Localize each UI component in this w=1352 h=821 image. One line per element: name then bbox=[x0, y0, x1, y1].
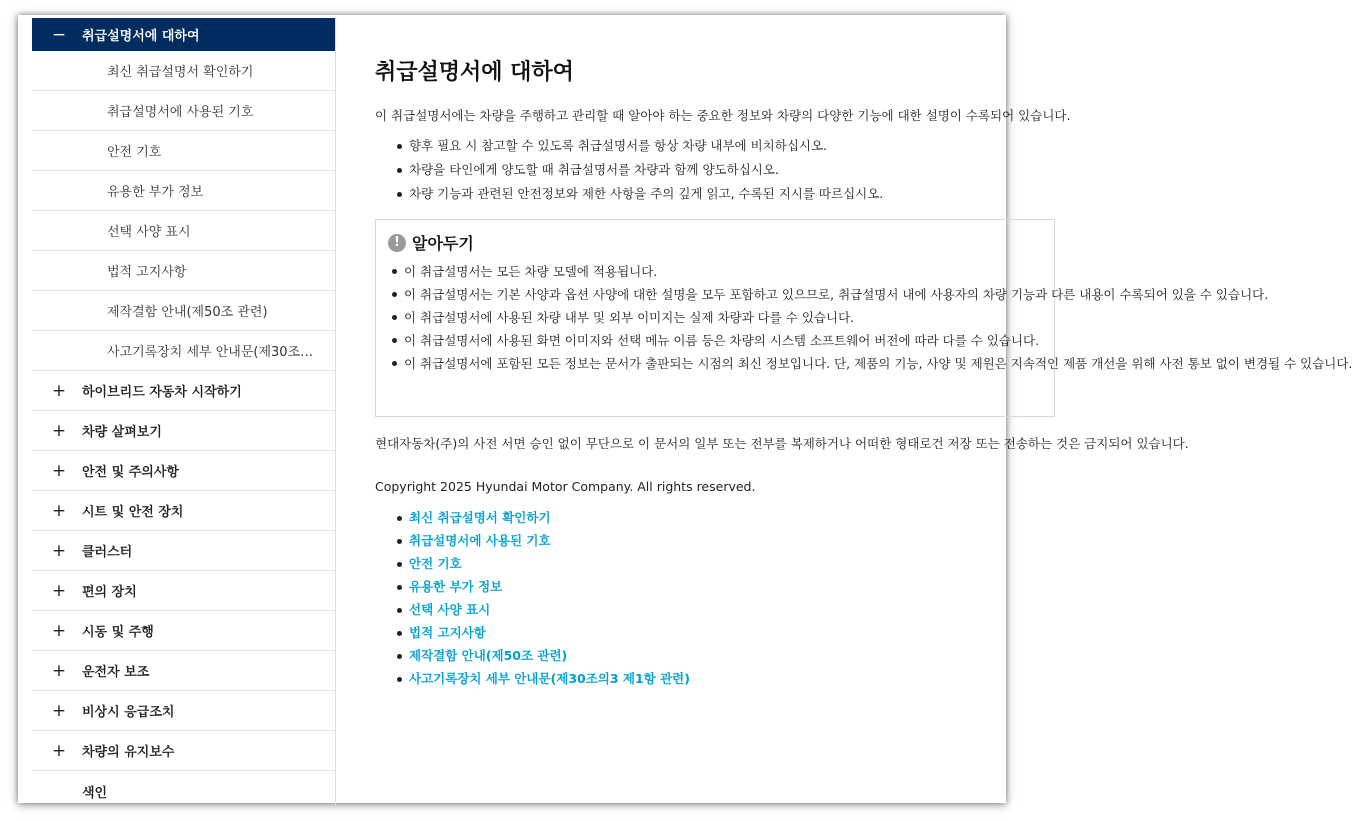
sidebar-section[interactable] bbox=[32, 651, 335, 691]
topic-link[interactable]: 사고기록장치 세부 안내문(제30조의3 제1항 관련) bbox=[409, 671, 690, 686]
expand-icon[interactable]: + bbox=[51, 620, 67, 641]
sidebar-subitem[interactable] bbox=[32, 331, 335, 371]
sidebar-section-label: 클러스터 bbox=[82, 545, 133, 560]
topic-link[interactable]: 제작결함 안내(제50조 관련) bbox=[409, 648, 568, 663]
sidebar-section-label: 운전자 보조 bbox=[82, 665, 150, 680]
sidebar-subitem[interactable] bbox=[32, 211, 335, 251]
legal-text: 현대자동차(주)의 사전 서면 승인 없이 무단으로 이 문서의 일부 또는 전부를 복제하거나 어떠한 형태로건 저장 또는 전송하는 것은 금지되어 있습니다. bbox=[375, 436, 1189, 451]
sidebar-section-label: 차량의 유지보수 bbox=[82, 745, 175, 760]
sidebar-subitem[interactable] bbox=[32, 51, 335, 91]
sidebar-subitem-label: 유용한 부가 정보 bbox=[107, 185, 204, 200]
sidebar-section-label: 시트 및 안전 장치 bbox=[82, 505, 184, 520]
topic-link-item bbox=[389, 578, 690, 601]
sidebar-subitem[interactable] bbox=[32, 91, 335, 131]
sidebar-subitem-label: 법적 고지사항 bbox=[107, 265, 187, 280]
collapse-icon[interactable]: − bbox=[51, 24, 67, 45]
sidebar-item-index[interactable] bbox=[32, 771, 335, 811]
topic-link[interactable]: 취급설명서에 사용된 기호 bbox=[409, 533, 551, 548]
sidebar-section[interactable] bbox=[32, 491, 335, 531]
sidebar-subitem-label: 사고기록장치 세부 안내문(제30조… bbox=[107, 345, 314, 360]
notice-item: 이 취급설명서에 포함된 모든 정보는 문서가 출판되는 시점의 최신 정보입니다. 단, 제품의 기능, 사양 및 제원은 지속적인 제품 개선을 위해 사전 통보 없이 변경될 수 있습니다. bbox=[384, 354, 1352, 373]
expand-icon[interactable]: + bbox=[51, 740, 67, 761]
notice-header bbox=[388, 231, 474, 254]
topic-link-item bbox=[389, 509, 690, 532]
expand-icon[interactable]: + bbox=[51, 580, 67, 601]
topic-link-item bbox=[389, 670, 690, 693]
expand-icon[interactable]: + bbox=[51, 420, 67, 441]
sidebar-section[interactable] bbox=[32, 371, 335, 411]
topic-link-item bbox=[389, 624, 690, 647]
expand-icon[interactable]: + bbox=[51, 500, 67, 521]
sidebar-subitem-label: 제작결함 안내(제50조 관련) bbox=[107, 305, 268, 320]
topic-link[interactable]: 선택 사양 표시 bbox=[409, 602, 491, 617]
sidebar-section-label: 차량 살펴보기 bbox=[82, 425, 162, 440]
guide-item: 차량 기능과 관련된 안전정보와 제한 사항을 주의 깊게 읽고, 수록된 지시를 따르십시오. bbox=[389, 185, 883, 209]
topic-link[interactable]: 법적 고지사항 bbox=[409, 625, 486, 640]
sidebar-section[interactable] bbox=[32, 451, 335, 491]
main-content bbox=[375, 15, 1352, 803]
guide-list bbox=[389, 137, 883, 209]
sidebar-section-label: 하이브리드 자동차 시작하기 bbox=[82, 385, 242, 400]
topic-link-list bbox=[389, 509, 690, 693]
sidebar-section[interactable] bbox=[32, 611, 335, 651]
info-exclamation-icon: ! bbox=[388, 234, 406, 252]
sidebar-item-label: 취급설명서에 대하여 bbox=[82, 29, 200, 44]
topic-link[interactable]: 최신 취급설명서 확인하기 bbox=[409, 510, 551, 525]
copyright-text: Copyright 2025 Hyundai Motor Company. All rights reserved. bbox=[375, 479, 756, 494]
notice-box bbox=[375, 219, 1352, 417]
notice-item: 이 취급설명서에 사용된 화면 이미지와 선택 메뉴 이름 등은 차량의 시스템 소프트웨어 버전에 따라 다를 수 있습니다. bbox=[384, 331, 1352, 350]
intro-text: 이 취급설명서에는 차량을 주행하고 관리할 때 알아야 하는 중요한 정보와 차량의 다양한 기능에 대한 설명이 수록되어 있습니다. bbox=[375, 108, 1071, 123]
expand-icon[interactable]: + bbox=[51, 700, 67, 721]
topic-link[interactable]: 안전 기호 bbox=[409, 556, 462, 571]
sidebar-section[interactable] bbox=[32, 691, 335, 731]
sidebar-section-label: 편의 장치 bbox=[82, 585, 137, 600]
topic-link-item bbox=[389, 532, 690, 555]
sidebar-section[interactable] bbox=[32, 411, 335, 451]
topic-link-item bbox=[389, 601, 690, 624]
sidebar-item-about-manual[interactable] bbox=[32, 18, 335, 51]
notice-title: 알아두기 bbox=[412, 234, 474, 253]
sidebar-nav bbox=[32, 18, 336, 808]
manual-window bbox=[18, 15, 1352, 803]
guide-item: 차량을 타인에게 양도할 때 취급설명서를 차량과 함께 양도하십시오. bbox=[389, 161, 883, 185]
expand-icon[interactable]: + bbox=[51, 660, 67, 681]
notice-item: 이 취급설명서는 모든 차량 모델에 적용됩니다. bbox=[384, 262, 1352, 281]
notice-item: 이 취급설명서에 사용된 차량 내부 및 외부 이미지는 실제 차량과 다를 수 있습니다. bbox=[384, 308, 1352, 327]
expand-icon[interactable]: + bbox=[51, 540, 67, 561]
sidebar-section-label: 시동 및 주행 bbox=[82, 625, 154, 640]
page-title: 취급설명서에 대하여 bbox=[375, 60, 574, 85]
sidebar-section-label: 비상시 응급조치 bbox=[82, 705, 175, 720]
sidebar-section[interactable] bbox=[32, 571, 335, 611]
sidebar-item-label: 색인 bbox=[82, 785, 108, 801]
topic-link-item bbox=[389, 647, 690, 670]
sidebar-subitem[interactable] bbox=[32, 291, 335, 331]
sidebar-subitem[interactable] bbox=[32, 171, 335, 211]
topic-link-item bbox=[389, 555, 690, 578]
sidebar-section-label: 안전 및 주의사항 bbox=[82, 465, 179, 480]
notice-list bbox=[384, 262, 1352, 377]
notice-item: 이 취급설명서는 기본 사양과 옵션 사양에 대한 설명을 모두 포함하고 있으므로, 취급설명서 내에 사용자의 차량 기능과 다른 내용이 수록되어 있을 수 있습니다. bbox=[384, 285, 1352, 304]
guide-item: 향후 필요 시 참고할 수 있도록 취급설명서를 항상 차량 내부에 비치하십시오. bbox=[389, 137, 883, 161]
sidebar-subitem[interactable] bbox=[32, 131, 335, 171]
sidebar-subitem[interactable] bbox=[32, 251, 335, 291]
sidebar-section[interactable] bbox=[32, 531, 335, 571]
expand-icon[interactable]: + bbox=[51, 460, 67, 481]
sidebar-subitem-label: 선택 사양 표시 bbox=[107, 225, 191, 240]
sidebar-subitem-label: 취급설명서에 사용된 기호 bbox=[107, 105, 254, 120]
sidebar-subitem-label: 안전 기호 bbox=[107, 145, 162, 160]
topic-link[interactable]: 유용한 부가 정보 bbox=[409, 579, 503, 594]
sidebar-section[interactable] bbox=[32, 731, 335, 771]
expand-icon[interactable]: + bbox=[51, 380, 67, 401]
sidebar-subitem-label: 최신 취급설명서 확인하기 bbox=[107, 65, 254, 80]
